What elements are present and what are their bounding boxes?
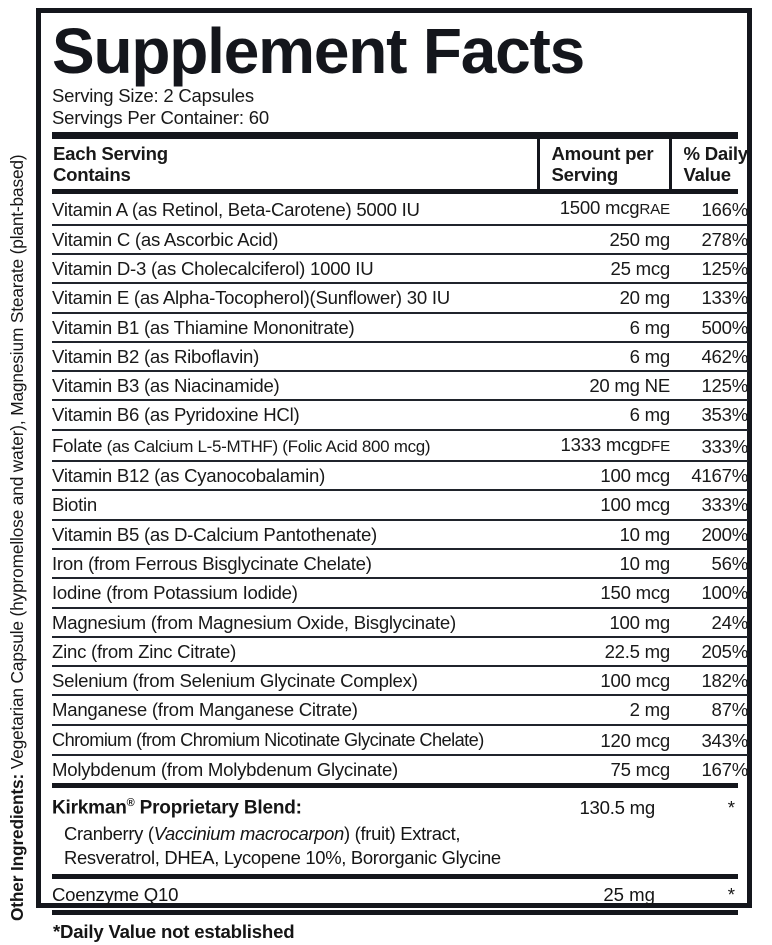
registered-trademark-icon: ® <box>126 797 135 810</box>
table-row <box>52 225 748 254</box>
servings-per-container: Servings Per Container: 60 <box>52 106 269 128</box>
page-title: Supplement Facts <box>52 15 585 87</box>
nutrient-amount-value: 10 mg <box>619 523 670 545</box>
nutrient-name <box>52 578 538 607</box>
nutrient-name-main: Vitamin B1 (as Thiamine Mononitrate) <box>52 316 355 338</box>
nutrient-amount-unit: RAE <box>639 201 670 219</box>
nutrient-daily-value: 500% <box>670 313 748 342</box>
table-row <box>52 549 748 578</box>
nutrient-name <box>52 549 538 578</box>
table-row <box>52 666 748 695</box>
proprietary-blend-dv: * <box>727 796 735 818</box>
nutrient-daily-value: 24% <box>670 608 748 637</box>
table-row <box>52 430 748 461</box>
nutrient-amount-value: 100 mcg <box>600 670 670 692</box>
nutrient-amount <box>538 608 670 637</box>
nutrient-amount-value: 150 mcg <box>600 582 670 604</box>
other-ingredients-text <box>0 0 34 921</box>
nutrient-amount <box>538 342 670 371</box>
blend-title-rest: Proprietary Blend: <box>134 797 302 819</box>
nutrient-name-main: Vitamin B6 (as Pyridoxine HCl) <box>52 404 300 426</box>
nutrient-name-main: Folate <box>52 434 103 456</box>
coq10-name: Coenzyme Q10 <box>52 883 179 905</box>
coq10-dv: * <box>727 883 735 905</box>
nutrient-name <box>52 313 538 342</box>
nutrient-daily-value: 125% <box>670 254 748 283</box>
nutrient-amount <box>538 461 670 490</box>
table-header-row <box>52 139 748 189</box>
nutrient-amount <box>538 254 670 283</box>
nutrient-name-main: Vitamin B2 (as Riboflavin) <box>52 345 260 367</box>
table-row <box>52 490 748 519</box>
nutrient-amount <box>538 430 670 461</box>
nutrient-daily-value: 333% <box>670 490 748 519</box>
blend-line1-species: Vaccinium macrocarpon <box>153 822 344 844</box>
table-row <box>52 461 748 490</box>
table-row <box>52 578 748 607</box>
nutrient-amount-value: 100 mcg <box>600 465 670 487</box>
divider-thick-top <box>52 132 738 139</box>
table-row <box>52 194 748 224</box>
table-row <box>52 520 748 549</box>
nutrient-name-main: Vitamin A (as Retinol, Beta-Carotene) 5000 IU <box>52 199 420 221</box>
column-header-dv-line2: Value <box>683 164 731 186</box>
table-row <box>52 342 748 371</box>
blend-line1-pre: Cranberry ( <box>64 822 154 844</box>
nutrient-name <box>52 695 538 724</box>
nutrient-daily-value: 100% <box>670 578 748 607</box>
nutrient-name-main: Selenium (from Selenium Glycinate Complex) <box>52 670 418 692</box>
nutrient-daily-value: 133% <box>670 283 748 312</box>
nutrient-name-main: Chromium (from Chromium Nicotinate Glycinate Chelate) <box>52 729 484 750</box>
nutrient-amount-unit: DFE <box>640 437 670 455</box>
table-row <box>52 695 748 724</box>
table-row <box>52 313 748 342</box>
nutrient-name <box>52 400 538 429</box>
nutrient-table <box>52 139 748 189</box>
table-row <box>52 254 748 283</box>
nutrient-daily-value: 278% <box>670 225 748 254</box>
daily-value-footnote: *Daily Value not established <box>53 920 295 942</box>
nutrient-name <box>52 725 538 755</box>
column-header-dv <box>670 139 748 189</box>
nutrient-amount-value: 6 mg <box>629 316 670 338</box>
blend-ingredients-line-2: Resveratrol, DHEA, Lycopene 10%, Bororganic Glycine <box>64 847 501 869</box>
nutrient-name <box>52 342 538 371</box>
nutrient-name <box>52 430 538 461</box>
nutrient-name-main: Vitamin D-3 (as Cholecalciferol) 1000 IU <box>52 257 374 279</box>
nutrient-amount <box>538 578 670 607</box>
nutrient-name <box>52 637 538 666</box>
nutrient-amount <box>538 755 670 783</box>
other-ingredients-label: Other Ingredients: <box>7 773 27 921</box>
proprietary-blend-amount: 130.5 mg <box>579 796 655 818</box>
column-header-dv-line1: % Daily <box>683 143 748 165</box>
other-ingredients-strip <box>0 0 34 921</box>
other-ingredients-value: Vegetarian Capsule (hypromellose and water), Magnesium Stearate (plant-based) <box>7 154 27 774</box>
nutrient-name-main: Biotin <box>52 494 98 516</box>
nutrient-name <box>52 254 538 283</box>
nutrient-daily-value: 87% <box>670 695 748 724</box>
nutrient-amount <box>538 490 670 519</box>
coq10-amount: 25 mg <box>603 883 655 905</box>
table-row <box>52 400 748 429</box>
column-header-amount-line2: Serving <box>551 164 618 186</box>
table-row <box>52 637 748 666</box>
nutrient-daily-value: 343% <box>670 725 748 755</box>
nutrient-amount-value: 10 mg <box>619 552 670 574</box>
nutrient-amount <box>538 549 670 578</box>
nutrient-name-main: Vitamin B12 (as Cyanocobalamin) <box>52 465 326 487</box>
nutrient-amount-value: 2 mg <box>629 699 670 721</box>
nutrient-name-detail: (as Calcium L-5-MTHF) (Folic Acid 800 mcg) <box>102 436 431 456</box>
nutrient-name-main: Vitamin E (as Alpha-Tocopherol)(Sunflower) 30 IU <box>52 287 450 309</box>
column-header-name-line1: Each Serving <box>53 143 168 165</box>
blend-line1-post: ) (fruit) Extract, <box>344 822 461 844</box>
nutrient-daily-value: 333% <box>670 430 748 461</box>
nutrient-amount <box>538 371 670 400</box>
nutrient-name <box>52 371 538 400</box>
table-row <box>52 608 748 637</box>
nutrient-daily-value: 182% <box>670 666 748 695</box>
proprietary-blend-title <box>52 790 302 821</box>
nutrient-name <box>52 194 538 224</box>
nutrient-name-main: Vitamin B5 (as D-Calcium Pantothenate) <box>52 523 377 545</box>
nutrient-rows-table <box>52 194 748 783</box>
nutrient-amount-value: 20 mg NE <box>589 375 670 397</box>
proprietary-blend-block <box>52 788 738 873</box>
nutrient-amount <box>538 695 670 724</box>
nutrient-name <box>52 225 538 254</box>
nutrient-daily-value: 462% <box>670 342 748 371</box>
column-header-amount <box>538 139 670 189</box>
nutrient-daily-value: 205% <box>670 637 748 666</box>
nutrient-amount-value: 6 mg <box>629 404 670 426</box>
nutrient-amount-value: 75 mcg <box>610 759 670 780</box>
nutrient-name <box>52 666 538 695</box>
nutrient-name-main: Iodine (from Potassium Iodide) <box>52 582 298 604</box>
nutrient-amount-value: 20 mg <box>619 287 670 309</box>
nutrient-amount <box>538 520 670 549</box>
nutrient-amount <box>538 666 670 695</box>
nutrient-daily-value: 56% <box>670 549 748 578</box>
nutrient-amount-value: 1500 mcg <box>559 197 640 219</box>
nutrient-name <box>52 283 538 312</box>
nutrient-amount-value: 120 mcg <box>600 729 670 751</box>
nutrient-amount-value: 250 mg <box>609 228 670 250</box>
nutrient-daily-value: 4167% <box>670 461 748 490</box>
blend-brand: Kirkman <box>52 797 127 819</box>
nutrient-amount <box>538 637 670 666</box>
table-row <box>52 371 748 400</box>
nutrient-amount <box>538 725 670 755</box>
table-row <box>52 755 748 783</box>
nutrient-daily-value: 166% <box>701 199 748 221</box>
facts-panel <box>36 8 752 942</box>
nutrient-amount <box>538 400 670 429</box>
nutrient-daily-value: 125% <box>670 371 748 400</box>
nutrient-daily-value: 200% <box>670 520 748 549</box>
nutrient-amount-value: 1333 mcg <box>560 433 641 455</box>
nutrient-name <box>52 755 538 783</box>
nutrient-name <box>52 520 538 549</box>
table-row <box>52 283 748 312</box>
blend-ingredients-line-1 <box>52 822 738 847</box>
nutrient-amount-value: 25 mcg <box>610 257 670 279</box>
nutrient-name-main: Vitamin B3 (as Niacinamide) <box>52 375 280 397</box>
nutrient-amount-value: 6 mg <box>629 345 670 367</box>
nutrient-amount <box>538 194 670 224</box>
nutrient-daily-value: 353% <box>670 400 748 429</box>
serving-size: Serving Size: 2 Capsules <box>52 85 254 107</box>
nutrient-name-main: Iron (from Ferrous Bisglycinate Chelate) <box>52 552 372 574</box>
column-header-amount-line1: Amount per <box>551 143 654 165</box>
proprietary-blend-header <box>52 790 738 821</box>
table-row <box>52 725 748 755</box>
nutrient-name <box>52 490 538 519</box>
nutrient-amount-value: 100 mcg <box>600 494 670 516</box>
nutrient-name-main: Manganese (from Manganese Citrate) <box>52 699 358 721</box>
nutrient-name <box>52 461 538 490</box>
nutrient-amount-value: 100 mg <box>609 611 670 633</box>
column-header-name <box>52 139 538 189</box>
nutrient-name-main: Vitamin C (as Ascorbic Acid) <box>52 228 279 250</box>
nutrient-name <box>52 608 538 637</box>
nutrient-daily-value: 167% <box>670 755 748 783</box>
nutrient-amount <box>538 225 670 254</box>
nutrient-amount <box>538 313 670 342</box>
nutrient-amount <box>538 283 670 312</box>
column-header-name-line2: Contains <box>53 164 131 186</box>
nutrient-name-main: Zinc (from Zinc Citrate) <box>52 640 237 662</box>
nutrient-amount-value: 22.5 mg <box>604 640 670 662</box>
nutrient-name-main: Molybdenum (from Molybdenum Glycinate) <box>52 759 398 780</box>
coq10-row <box>52 879 738 910</box>
nutrient-name-main: Magnesium (from Magnesium Oxide, Bisglycinate) <box>52 611 456 633</box>
